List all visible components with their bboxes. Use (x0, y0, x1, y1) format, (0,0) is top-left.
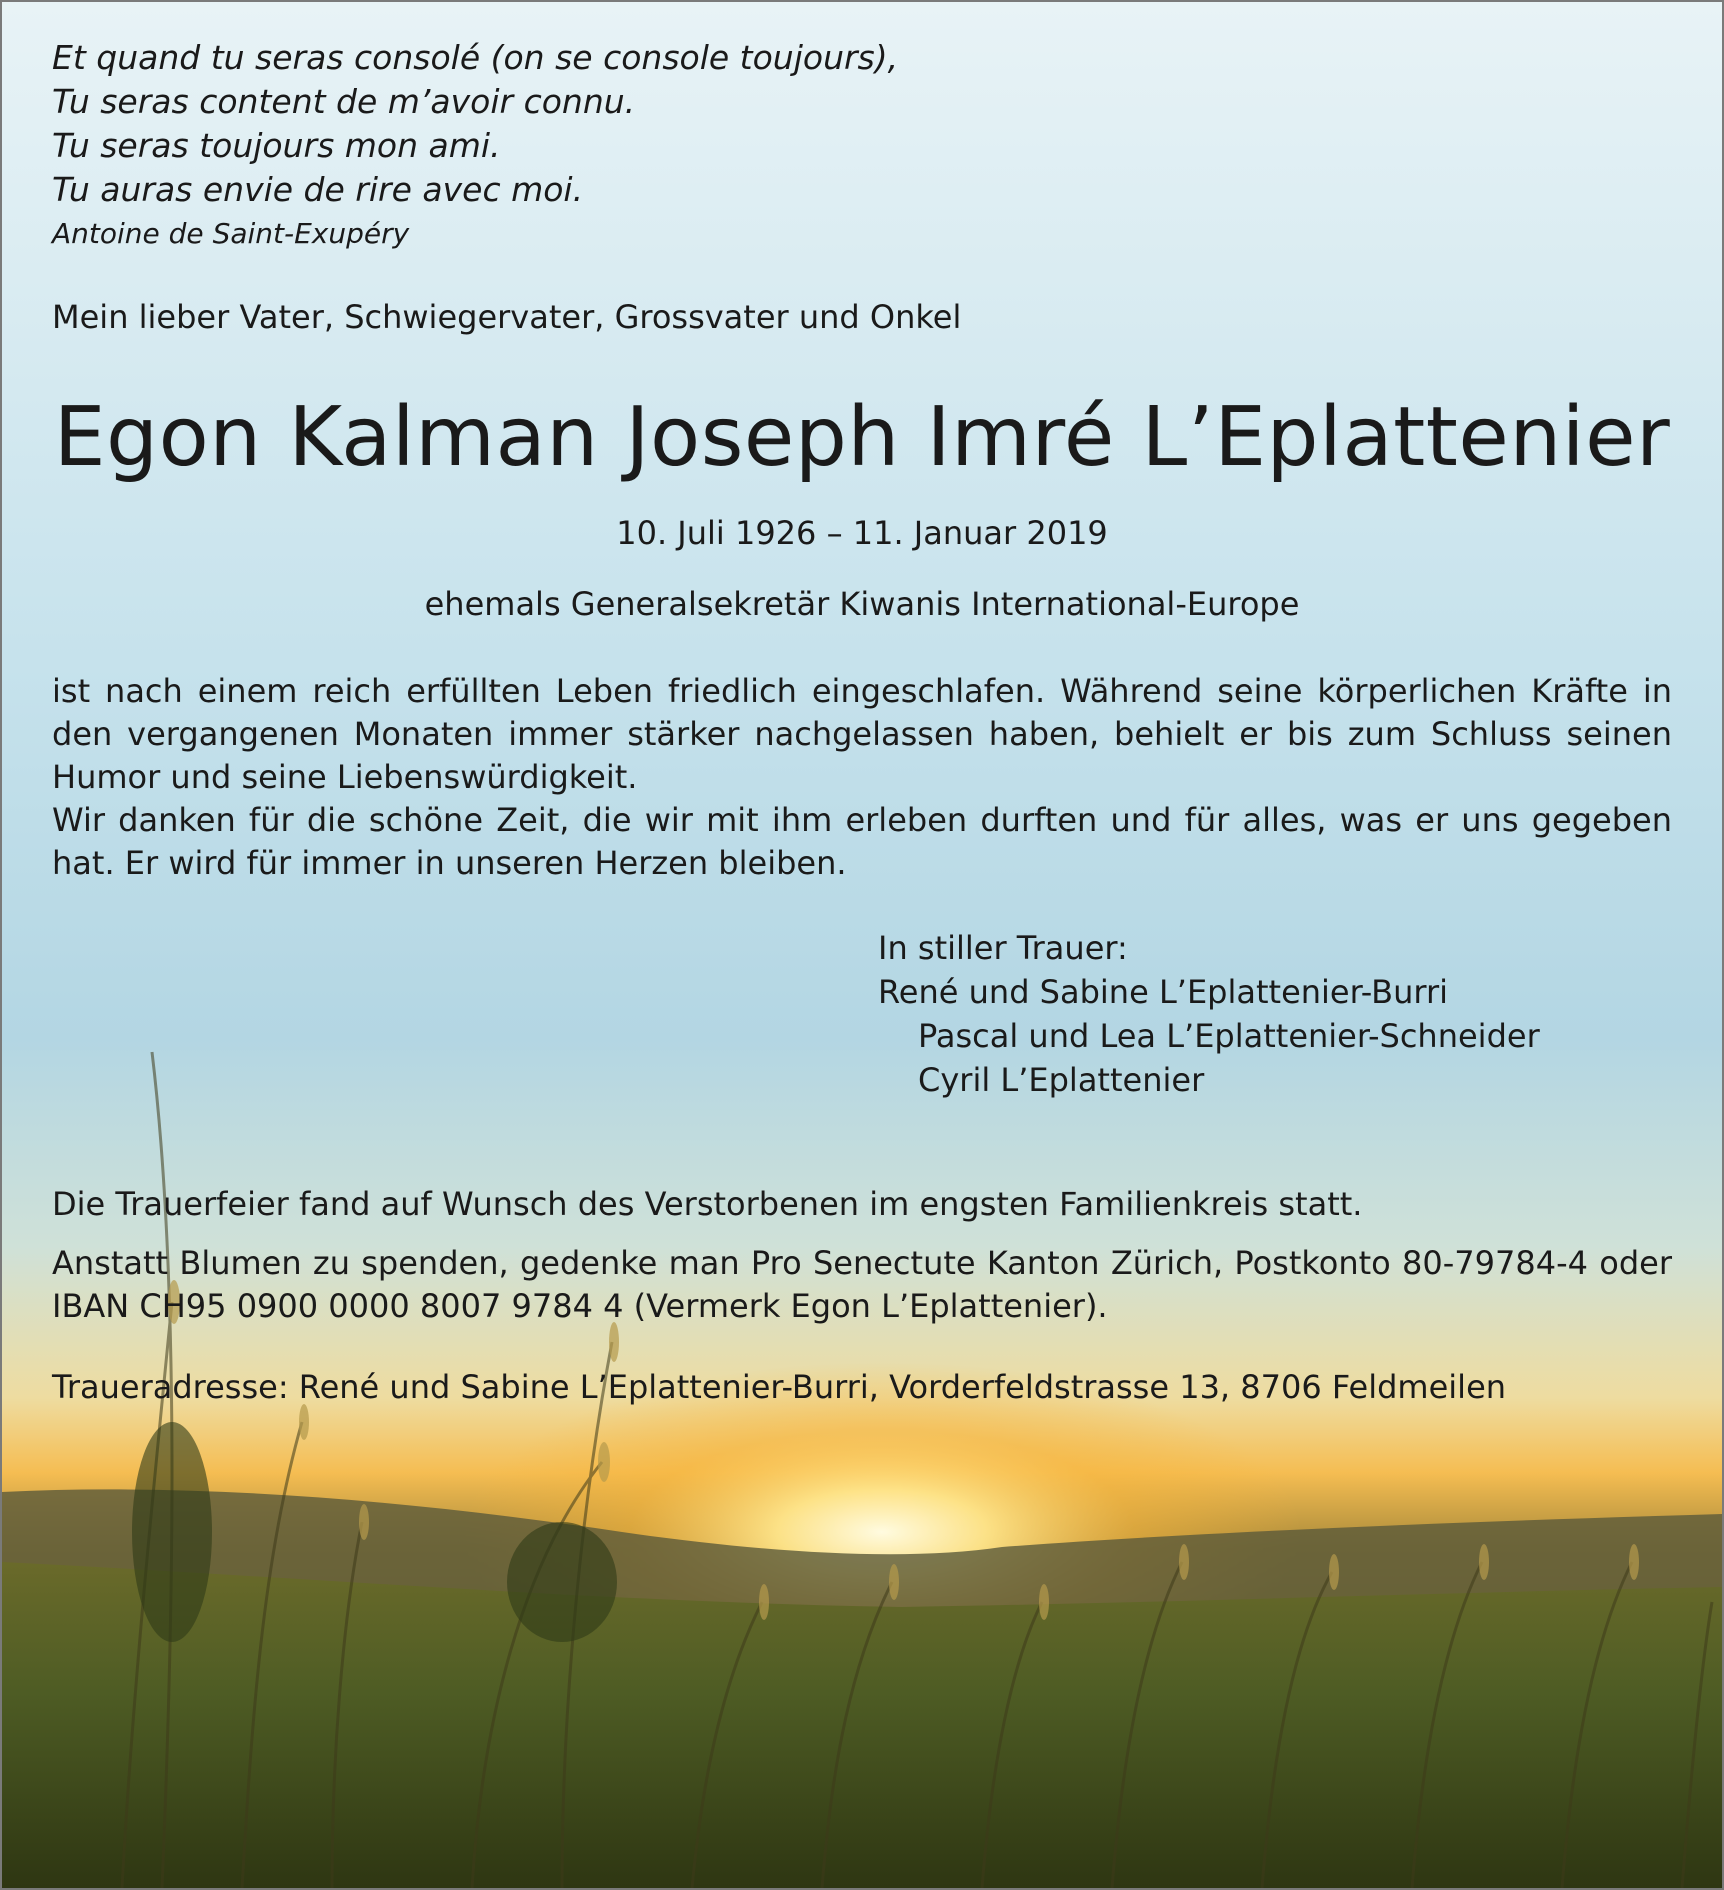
notice-content (2, 2, 1722, 1888)
mourner-name: Pascal und Lea L’Eplattenier-Schneider (918, 1017, 1540, 1055)
quote-author: Antoine de Saint-Exupéry (52, 217, 410, 250)
mourners-block (878, 926, 1540, 1102)
obituary-text (52, 670, 1672, 885)
obituary-paragraph: ist nach einem reich erfüllten Leben friedlich eingeschlafen. Während seine körperlichen Kräfte in den vergangenen Monaten immer stärker nachgelassen haben, behielt er bis zum Schluss seinen Humor und seine Liebenswürdigkeit. (52, 672, 1672, 796)
quote-line: Et quand tu seras consolé (on se console toujours), (52, 38, 899, 77)
deceased-name: Egon Kalman Joseph Imré L’Eplattenier (53, 390, 1671, 485)
mourning-address: Traueradresse: René und Sabine L’Eplattenier-Burri, Vorderfeldstrasse 13, 8706 Feldmeilen (52, 1368, 1507, 1406)
relation-intro: Mein lieber Vater, Schwiegervater, Grossvater und Onkel (52, 298, 962, 336)
quote-line: Tu auras envie de rire avec moi. (52, 170, 584, 209)
life-dates: 10. Juli 1926 – 11. Januar 2019 (616, 514, 1108, 552)
mourner-name: René und Sabine L’Eplattenier-Burri (878, 973, 1448, 1011)
obituary-paragraph: Wir danken für die schöne Zeit, die wir mit ihm erleben durften und für alles, was er uns gegeben hat. Er wird für immer in unseren Herzen bleiben. (52, 801, 1672, 882)
donation-note (52, 1242, 1672, 1328)
quote-line: Tu seras content de m’avoir connu. (52, 82, 636, 121)
quote-line: Tu seras toujours mon ami. (52, 126, 501, 165)
ceremony-note: Die Trauerfeier fand auf Wunsch des Verstorbenen im engsten Familienkreis statt. (52, 1185, 1363, 1223)
mourner-name: Cyril L’Eplattenier (918, 1061, 1205, 1099)
former-role: ehemals Generalsekretär Kiwanis International-Europe (424, 585, 1300, 623)
donation-text: Anstatt Blumen zu spenden, gedenke man Pro Senectute Kanton Zürich, Postkonto 80-79784-4 oder IBAN CH95 0900 0000 8007 9784 4 (Vermerk Egon L’Eplattenier). (52, 1244, 1672, 1325)
mourners-heading: In stiller Trauer: (878, 929, 1128, 967)
poem-quote (52, 36, 898, 254)
